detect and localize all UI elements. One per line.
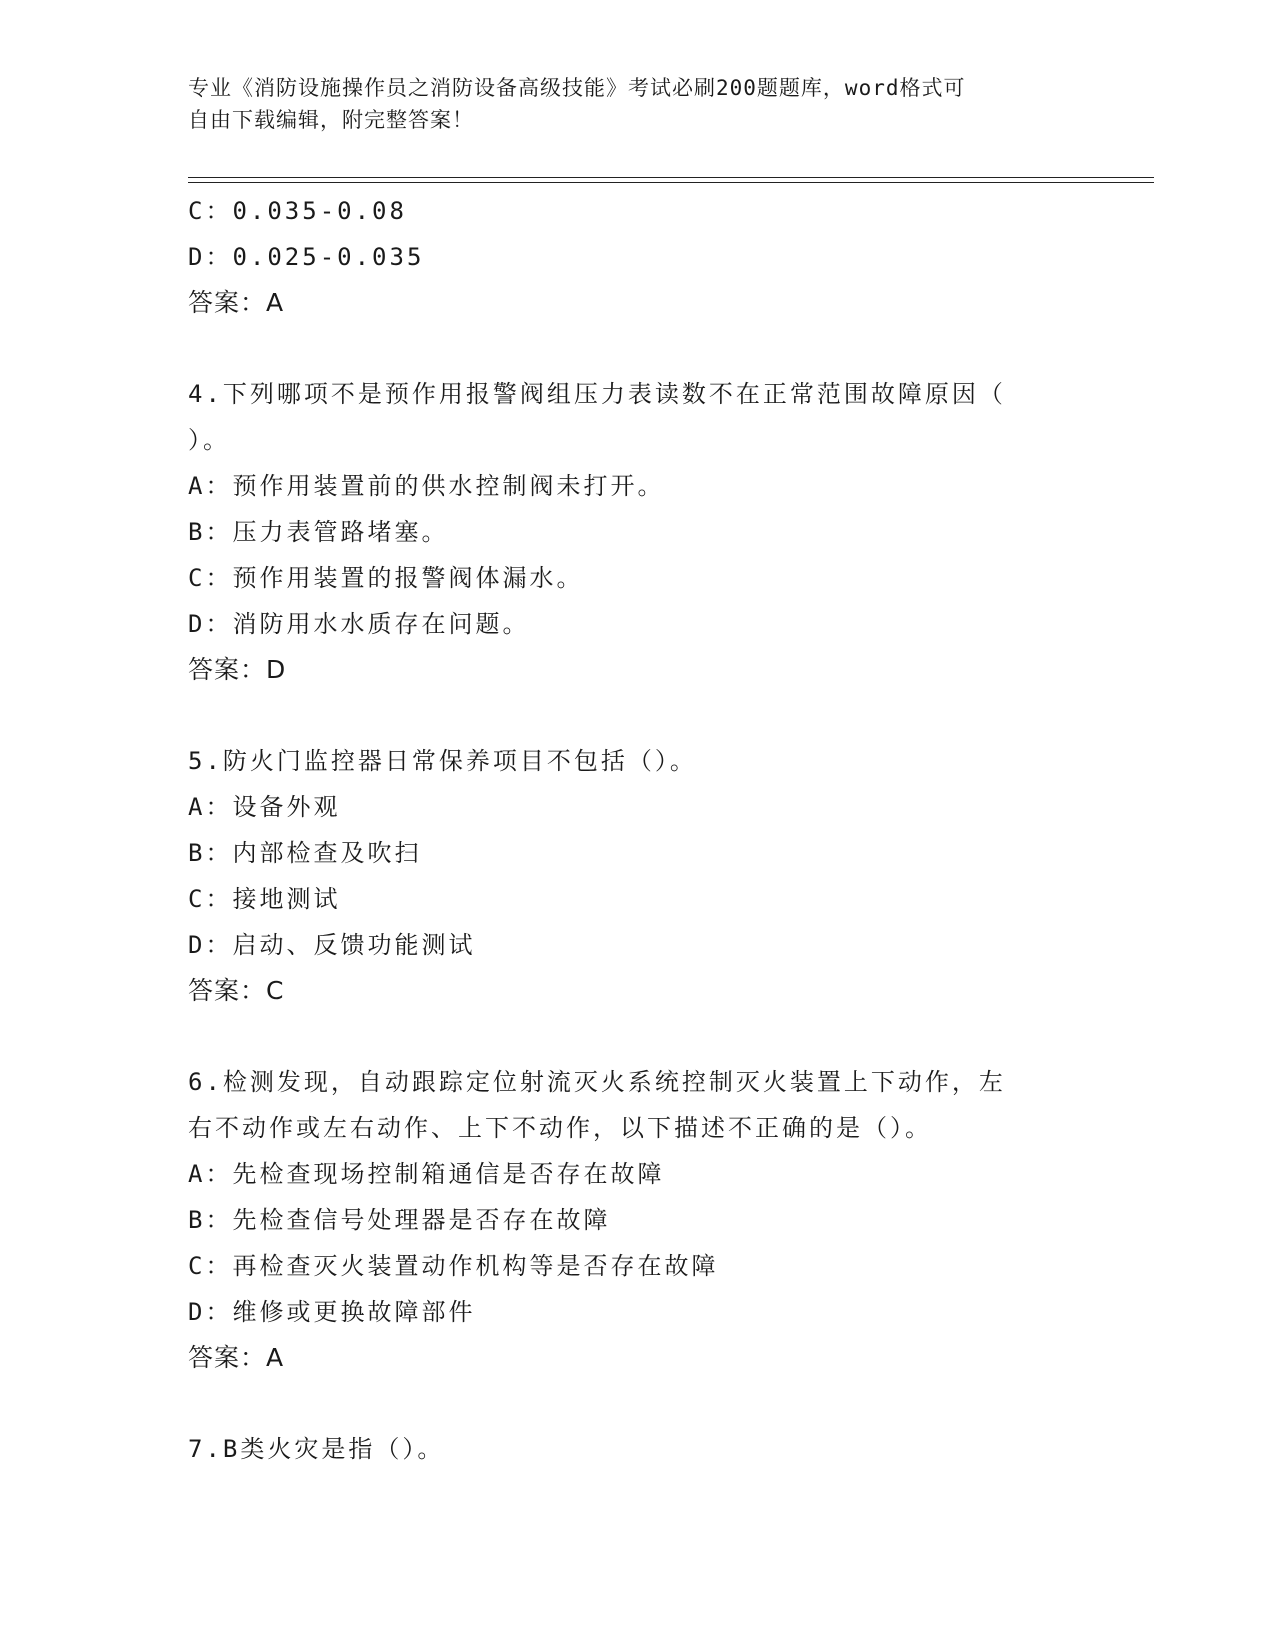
question-5-answer: 答案：C bbox=[188, 976, 285, 1005]
question-7 bbox=[188, 1426, 1088, 1472]
question-4-stem-line-2: ）。 bbox=[188, 426, 230, 454]
question-4-stem-line-1: 4.下列哪项不是预作用报警阀组压力表读数不在正常范围故障原因（ bbox=[188, 380, 1006, 408]
question-4-option-d: D：消防用水水质存在问题。 bbox=[188, 610, 530, 638]
header-line-1: 专业《消防设施操作员之消防设备高级技能》考试必刷200题题库，word格式可 bbox=[188, 76, 966, 100]
question-6-option-b: B：先检查信号处理器是否存在故障 bbox=[188, 1206, 611, 1234]
spacer bbox=[188, 1381, 1088, 1426]
question-6 bbox=[188, 1059, 1088, 1381]
question-4 bbox=[188, 371, 1088, 693]
document-header bbox=[188, 72, 1068, 136]
question-6-stem-line-2: 右不动作或左右动作、上下不动作，以下描述不正确的是（）。 bbox=[188, 1114, 932, 1142]
question-6-option-d: D：维修或更换故障部件 bbox=[188, 1298, 476, 1326]
question-3-tail bbox=[188, 188, 1088, 326]
question-4-option-c: C：预作用装置的报警阀体漏水。 bbox=[188, 564, 584, 592]
question-6-answer: 答案：A bbox=[188, 1343, 285, 1372]
question-5-stem: 5.防火门监控器日常保养项目不包括（）。 bbox=[188, 747, 697, 775]
spacer bbox=[188, 693, 1088, 738]
question-5-option-d: D：启动、反馈功能测试 bbox=[188, 931, 476, 959]
question-3-option-c: C：0.035-0.08 bbox=[188, 197, 407, 225]
header-divider-top bbox=[188, 177, 1154, 178]
question-5-option-a: A：设备外观 bbox=[188, 793, 341, 821]
question-list bbox=[188, 188, 1088, 1472]
question-4-answer: 答案：D bbox=[188, 655, 287, 684]
question-6-option-a: A：先检查现场控制箱通信是否存在故障 bbox=[188, 1160, 665, 1188]
question-3-answer: 答案：A bbox=[188, 288, 285, 317]
question-5 bbox=[188, 738, 1088, 1014]
header-divider-bottom bbox=[188, 182, 1154, 183]
header-line-2: 自由下载编辑，附完整答案！ bbox=[188, 108, 474, 132]
question-4-option-b: B：压力表管路堵塞。 bbox=[188, 518, 449, 546]
question-3-option-d: D：0.025-0.035 bbox=[188, 243, 425, 271]
spacer bbox=[188, 326, 1088, 371]
question-6-stem-line-1: 6.检测发现，自动跟踪定位射流灭火系统控制灭火装置上下动作，左 bbox=[188, 1068, 1006, 1096]
question-5-option-c: C：接地测试 bbox=[188, 885, 341, 913]
question-4-option-a: A：预作用装置前的供水控制阀未打开。 bbox=[188, 472, 665, 500]
question-6-option-c: C：再检查灭火装置动作机构等是否存在故障 bbox=[188, 1252, 719, 1280]
question-5-option-b: B：内部检查及吹扫 bbox=[188, 839, 422, 867]
question-7-stem: 7.B类火灾是指（）。 bbox=[188, 1435, 445, 1463]
spacer bbox=[188, 1014, 1088, 1059]
